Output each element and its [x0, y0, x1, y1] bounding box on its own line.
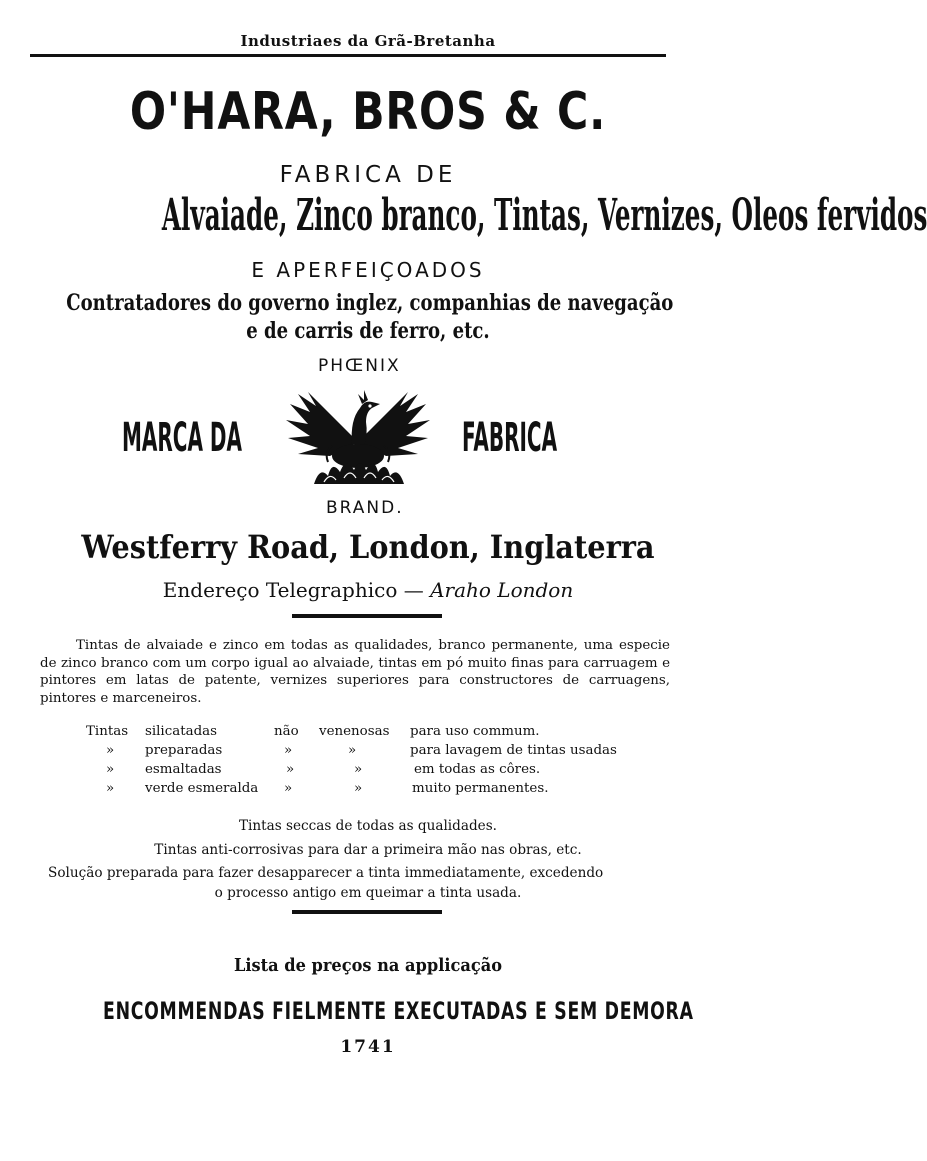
divider-rule-2 [292, 910, 442, 914]
trademark-top-label: PHŒNIX [318, 356, 401, 376]
anticorrosive-line: Tintas anti-corrosivas para dar a primeira mão nas obras, etc. [154, 842, 582, 858]
factory-label: FABRICA DE [279, 162, 457, 188]
table-cell: Tintas [86, 724, 129, 739]
page-number: 1741 [340, 1037, 396, 1057]
phoenix-icon [268, 372, 448, 492]
table-cell: verde esmeralda [145, 781, 259, 796]
description-text: Tintas de alvaiade e zinco em todas as qualidades, branco permanente, uma especie de zinco branco com um corpo igual ao alvaiade, tintas em pó muito finas para carruagem e pintores em latas de patente, vernizes superiores para constructores de carruagens, pintores e marceneiros. [40, 638, 670, 706]
table-cell: » [348, 743, 357, 758]
table-cell: em todas as côres. [414, 762, 541, 777]
table-cell: » [106, 781, 115, 796]
solution-line-1: Solução preparada para fazer desapparecer a tinta immediatamente, excedendo [48, 865, 604, 881]
table-cell: muito permanentes. [412, 781, 549, 796]
trademark-right-label: FABRICA [462, 415, 558, 461]
contractors-line-2: e de carris de ferro, etc. [246, 318, 490, 344]
dry-paints-line: Tintas seccas de todas as qualidades. [238, 818, 497, 834]
table-cell: venenosas [319, 724, 390, 739]
telegraph-value: Araho London [430, 578, 574, 602]
description-paragraph [40, 637, 670, 707]
table-cell: para uso commum. [410, 724, 540, 739]
table-cell: para lavagem de tintas usadas [410, 743, 617, 758]
divider-rule-1 [292, 614, 442, 618]
telegraph-label: Endereço Telegraphico — [162, 578, 424, 602]
header-rule [30, 54, 666, 57]
trademark-left-label: MARCA DA [122, 415, 242, 461]
table-cell: » [284, 781, 293, 796]
page-header: Industriaes da Grã-Bretanha [240, 32, 496, 50]
table-cell: » [354, 762, 363, 777]
contractors-line-1: Contratadores do governo inglez, companhias de navegação [66, 290, 674, 316]
solution-line-2: o processo antigo em queimar a tinta usada. [214, 885, 522, 901]
table-cell: preparadas [145, 743, 223, 758]
table-cell: esmaltadas [145, 762, 222, 777]
table-cell: » [354, 781, 363, 796]
table-cell: não [274, 724, 299, 739]
orders-line: ENCOMMENDAS FIELMENTE EXECUTADAS E SEM DEMORA [103, 997, 694, 1025]
improved-label: E APERFEIÇOADOS [251, 258, 485, 282]
price-list-line: Lista de preços na applicação [233, 955, 503, 976]
table-cell: » [106, 762, 115, 777]
table-cell: » [106, 743, 115, 758]
table-cell: » [284, 743, 293, 758]
telegraph-address [0, 578, 736, 602]
table-cell: » [286, 762, 295, 777]
table-cell: silicatadas [145, 724, 217, 739]
products-line: Alvaiade, Zinco branco, Tintas, Vernizes, Oleos fervidos [161, 190, 927, 241]
company-name: O'HARA, BROS & C. [129, 82, 607, 142]
trademark-bottom-label: BRAND. [326, 498, 404, 518]
street-address: Westferry Road, London, Inglaterra [81, 528, 655, 566]
